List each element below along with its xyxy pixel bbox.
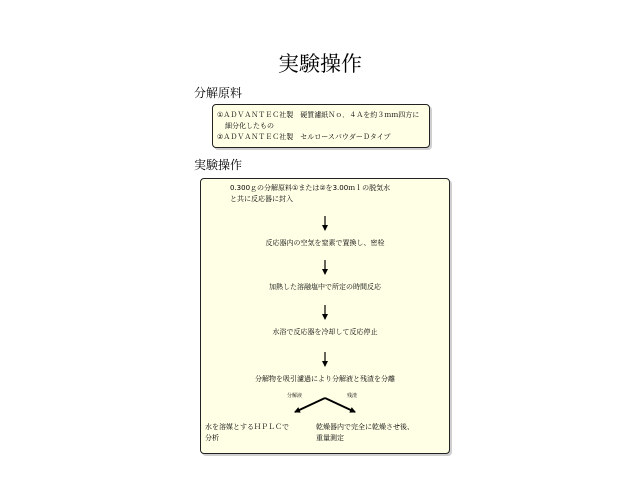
raw-material-2: ②ＡＤＶＡＮＴＥＣ社製 セルロースパウダーＤタイプ bbox=[217, 133, 391, 141]
step-3: 加熱した溶融塩中で所定の時間反応 bbox=[269, 283, 381, 291]
raw-materials-heading: 分解原料 bbox=[194, 86, 243, 100]
step-2: 反応器内の空気を窒素で置換し、密栓 bbox=[265, 239, 385, 247]
branch-label-residue: 残渣 bbox=[347, 393, 358, 399]
branch-arrow-left bbox=[295, 398, 325, 412]
branch-label-filtrate: 分解液 bbox=[287, 393, 303, 399]
result-left-line1: 水を溶媒とするＨＰＬＣで bbox=[205, 423, 289, 431]
result-right-line1: 乾燥器内で完全に乾燥させ後、 bbox=[316, 423, 414, 431]
result-right-line2: 重量測定 bbox=[316, 434, 344, 442]
page-title: 実験操作 bbox=[278, 52, 362, 76]
step-1-line1: 0.300ｇの分解原料①または②を3.00ｍｌの脱気水 bbox=[230, 184, 391, 192]
procedure-heading: 実験操作 bbox=[194, 158, 243, 172]
step-1-line2: と共に反応器に封入 bbox=[230, 195, 293, 203]
branch-arrow-right bbox=[325, 398, 355, 412]
raw-material-1-line1: ①ＡＤＶＡＮＴＥＣ社製 硬質濾紙Ｎｏ．４Ａを約３ｍｍ四方に bbox=[217, 111, 420, 119]
step-5: 分解物を吸引濾過により分解液と残渣を分離 bbox=[255, 375, 395, 383]
step-4: 水浴で反応器を冷却して反応停止 bbox=[272, 328, 378, 336]
raw-material-1-line2: 細分化したもの bbox=[225, 122, 274, 130]
result-left-line2: 分析 bbox=[205, 434, 219, 442]
